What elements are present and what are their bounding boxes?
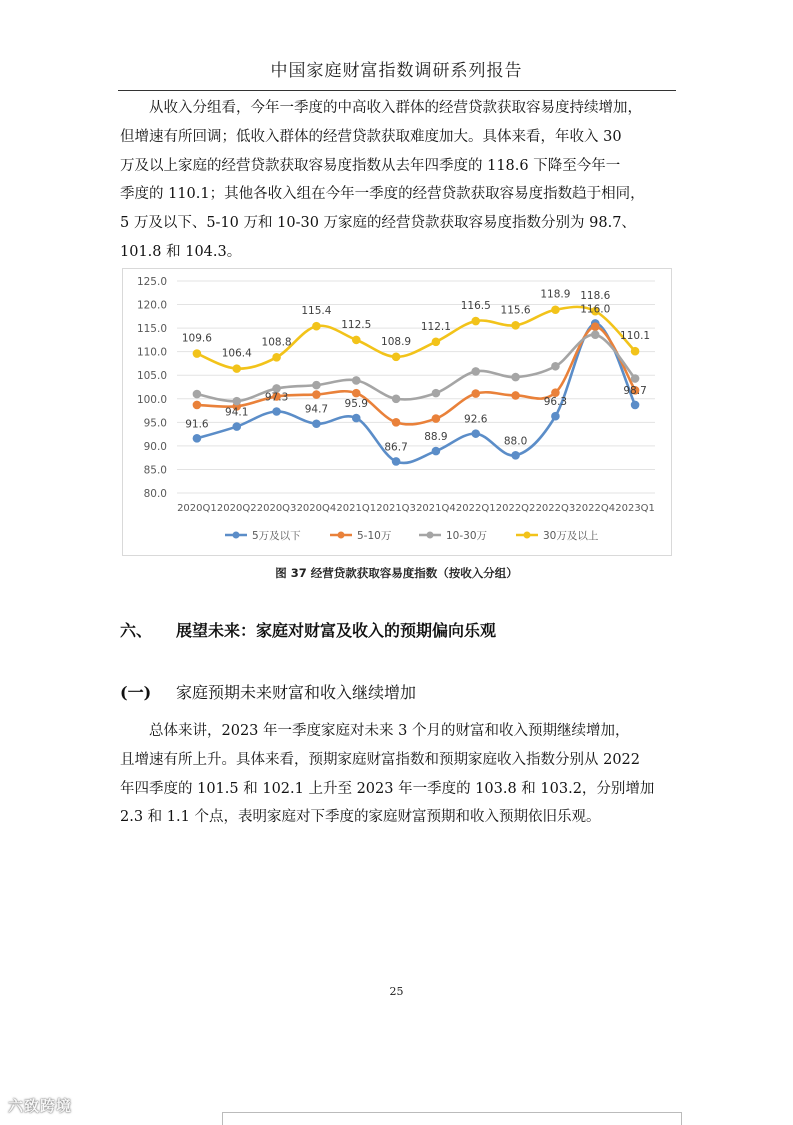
data-label: 88.0	[503, 435, 528, 448]
text-line: 从收入分组看，今年一季度的中高收入群体的经营贷款获取容易度持续增加，	[120, 100, 642, 116]
text-line: 且增速有所上升。具体来看，预期家庭财富指数和预期家庭收入指数分别从 2022	[120, 751, 641, 768]
legend-swatch-marker	[338, 532, 345, 539]
x-tick-label: 2020Q1	[177, 503, 217, 514]
section-heading	[120, 618, 496, 641]
data-label: 98.7	[623, 384, 647, 397]
bottom-frame	[222, 1112, 682, 1125]
data-point	[273, 354, 281, 362]
text-line: 季度的 110.1；其他各收入组在今年一季度的经营贷款获取容易度指数趋于相同，	[120, 186, 645, 203]
y-tick-label: 85.0	[143, 464, 167, 477]
data-point	[512, 321, 520, 329]
legend-label: 30万及以上	[543, 530, 599, 542]
data-point	[392, 395, 400, 403]
data-point	[512, 373, 520, 381]
data-point	[233, 365, 241, 373]
data-point	[631, 375, 639, 383]
data-point	[233, 397, 241, 405]
chart-container	[122, 268, 672, 556]
data-point	[591, 323, 599, 331]
data-label: 94.1	[225, 406, 249, 419]
data-label: 106.4	[221, 347, 252, 360]
data-label: 92.6	[464, 413, 488, 426]
data-point	[432, 415, 440, 423]
paragraph-income-groups	[120, 94, 680, 267]
data-label: 94.7	[304, 403, 329, 416]
data-point	[313, 391, 321, 399]
y-tick-label: 120.0	[136, 299, 167, 312]
legend-label: 5万及以下	[252, 530, 301, 542]
legend-swatch-marker	[233, 532, 240, 539]
data-point	[432, 389, 440, 397]
x-tick-label: 2021Q4	[416, 503, 456, 514]
data-point	[233, 423, 241, 431]
text-line: 2.3 和 1.1 个点，表明家庭对下季度的家庭财富预期和收入预期依旧乐观。	[120, 809, 601, 826]
data-label: 115.4	[301, 305, 332, 318]
data-point	[512, 452, 520, 460]
y-tick-label: 90.0	[143, 440, 167, 453]
line-chart	[123, 269, 671, 555]
legend-label: 10-30万	[446, 530, 488, 542]
data-label: 91.6	[185, 418, 209, 431]
data-point	[472, 390, 480, 398]
x-tick-label: 2022Q1	[455, 503, 496, 514]
data-label: 115.6	[500, 304, 531, 317]
data-point	[552, 362, 560, 370]
x-tick-label: 2020Q4	[296, 503, 337, 514]
data-point	[472, 317, 480, 325]
legend-swatch-marker	[524, 532, 531, 539]
y-tick-label: 110.0	[136, 346, 167, 359]
data-label: 95.9	[344, 398, 368, 411]
data-point	[512, 392, 520, 400]
data-label: 116.0	[580, 303, 611, 316]
report-header-title: 中国家庭财富指数调研系列报告	[270, 61, 523, 81]
data-point	[591, 331, 599, 339]
subsection-number: (一)	[120, 683, 152, 702]
data-label: 108.8	[261, 336, 292, 349]
text-line: 但增速有所回调；低收入群体的经营贷款获取难度加大。具体来看，年收入 30	[120, 128, 622, 145]
data-point	[352, 336, 360, 344]
subsection-heading	[120, 680, 416, 703]
data-point	[313, 420, 321, 428]
data-point	[352, 389, 360, 397]
data-point	[392, 353, 400, 361]
legend-swatch-marker	[427, 532, 434, 539]
watermark-logo: 六致跨境	[8, 1097, 73, 1115]
data-label: 108.9	[381, 335, 412, 348]
y-tick-label: 100.0	[136, 393, 167, 406]
data-label: 118.6	[580, 290, 611, 303]
data-point	[193, 350, 201, 358]
data-point	[193, 390, 201, 398]
data-label: 86.7	[384, 441, 408, 454]
x-tick-label: 2022Q4	[575, 503, 616, 514]
text-line: 万及以上家庭的经营贷款获取容易度指数从去年四季度的 118.6 下降至今年一	[120, 157, 621, 174]
data-point	[552, 412, 560, 420]
x-tick-label: 2021Q1	[336, 503, 377, 514]
x-tick-label: 2020Q3	[256, 503, 297, 514]
subsection-title: 家庭预期未来财富和收入继续增加	[176, 683, 417, 702]
data-label: 118.9	[540, 288, 571, 301]
data-label: 109.6	[181, 332, 212, 345]
page-number: 25	[389, 985, 404, 998]
data-point	[392, 458, 400, 466]
section-title: 展望未来：家庭对财富及收入的预期偏向乐观	[176, 621, 497, 640]
x-tick-label: 2021Q3	[376, 503, 416, 514]
data-point	[273, 408, 281, 416]
data-point	[193, 435, 201, 443]
data-point	[352, 377, 360, 385]
text-line: 5 万及以下、5-10 万和 10-30 万家庭的经营贷款获取容易度指数分别为 98.7、	[120, 215, 636, 232]
data-point	[631, 347, 639, 355]
data-point	[472, 430, 480, 438]
x-tick-label: 2022Q2	[495, 503, 536, 514]
y-tick-label: 105.0	[136, 370, 167, 383]
data-label: 96.3	[543, 396, 568, 409]
data-point	[472, 368, 480, 376]
data-point	[392, 419, 400, 427]
data-label: 112.1	[420, 320, 451, 333]
section-number: 六、	[120, 621, 153, 640]
paragraph-expectations	[120, 717, 680, 832]
text-line: 年四季度的 101.5 和 102.1 上升至 2023 年一季度的 103.8 和 103.2，分别增加	[120, 780, 655, 797]
y-tick-label: 115.0	[136, 323, 167, 336]
y-tick-label: 80.0	[143, 488, 167, 500]
data-point	[432, 338, 440, 346]
data-label: 116.5	[460, 300, 491, 313]
text-line: 101.8 和 104.3。	[120, 243, 242, 260]
header-divider	[118, 90, 676, 91]
legend-label: 5-10万	[357, 530, 392, 542]
data-point	[313, 381, 321, 389]
data-label: 110.1	[620, 330, 651, 343]
data-label: 112.5	[341, 318, 372, 331]
text-line: 总体来讲，2023 年一季度家庭对未来 3 个月的财富和收入预期继续增加，	[120, 723, 630, 739]
data-point	[313, 322, 321, 330]
x-tick-label: 2020Q2	[216, 503, 257, 514]
data-point	[352, 414, 360, 422]
data-label: 88.9	[424, 431, 448, 444]
x-tick-label: 2022Q3	[535, 503, 576, 514]
data-label: 97.3	[264, 391, 289, 404]
y-tick-label: 95.0	[143, 417, 167, 430]
data-point	[631, 401, 639, 409]
figure-caption: 图 37 经营贷款获取容易度指数（按收入分组）	[275, 566, 518, 580]
y-tick-label: 125.0	[136, 276, 167, 288]
data-point	[193, 401, 201, 409]
data-point	[432, 447, 440, 455]
data-point	[552, 306, 560, 314]
x-tick-label: 2023Q1	[615, 503, 655, 514]
